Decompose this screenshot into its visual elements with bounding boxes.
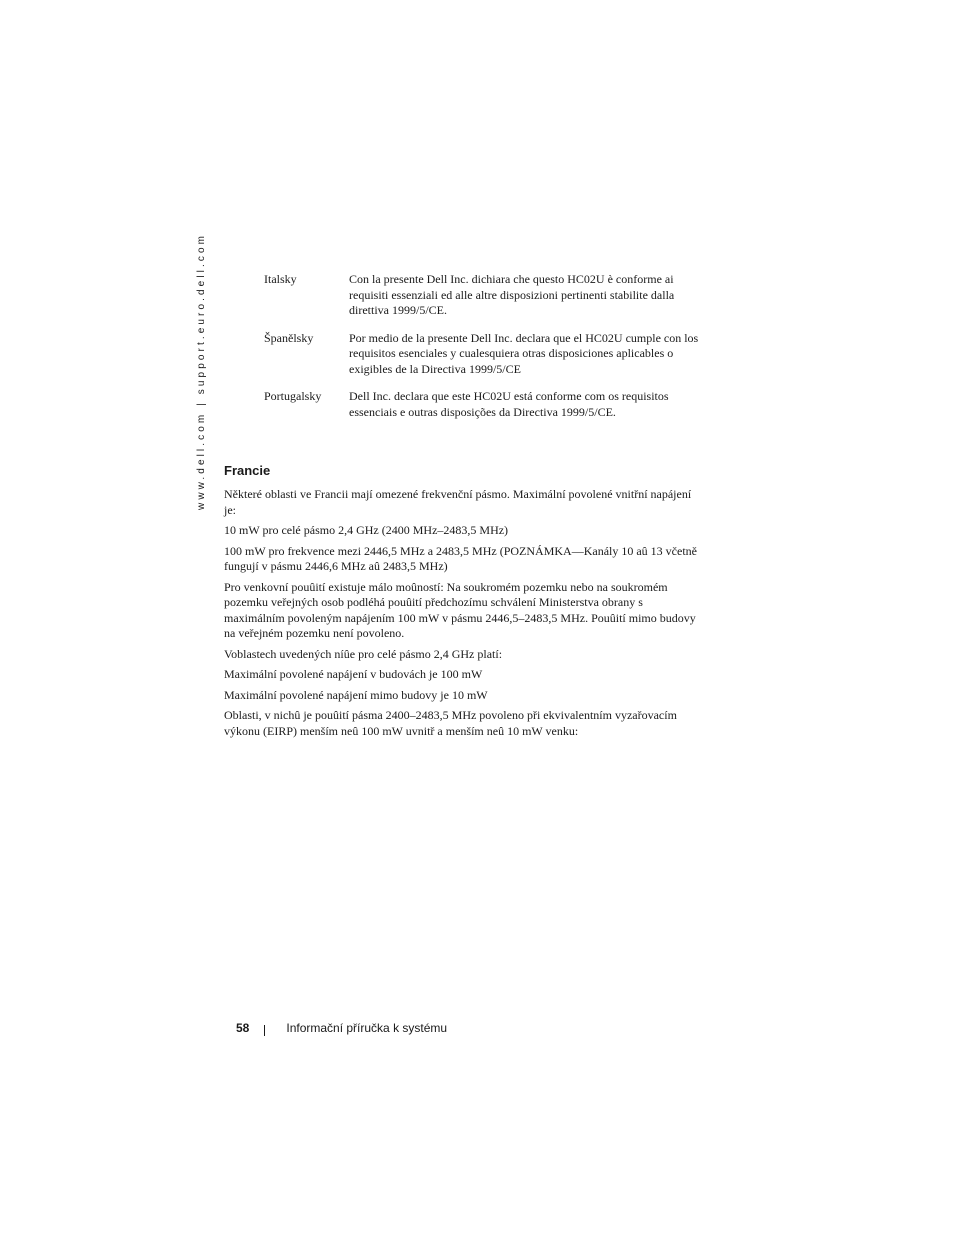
paragraph: Oblasti, v nichû je pouûití pásma 2400–2483,5 MHz povoleno při ekvivalentním vyzařovacím výkonu (EIRP) menším neû 100 mW uvnitř a menším neû 10 mW venku: xyxy=(224,708,677,738)
page-footer xyxy=(236,1020,447,1036)
side-url: www.dell.com | support.euro.dell.com xyxy=(196,232,207,510)
table-row xyxy=(264,331,704,390)
declaration-text: Con la presente Dell Inc. dichiara che questo HC02U è conforme ai requisiti essenziali ed alle altre disposizioni pertinenti stabilite dalla direttiva 1999/5/CE. xyxy=(349,272,675,317)
footer-title: Informační příručka k systému xyxy=(286,1021,448,1035)
paragraph: Maximální povolené napájení mimo budovy je 10 mW xyxy=(224,687,488,702)
declaration-table xyxy=(264,272,704,420)
paragraph: Pro venkovní pouûití existuje málo moûností: Na soukromém pozemku nebo na soukromém pozemku veřejných osob podléhá pouûití předchozímu schválení Ministerstva obrany s maximálním povoleným napájením 100 mW v pásmu 2446,5–2483,5 MHz. Pouûití mimo budovy na veřejném pozemku není povoleno. xyxy=(224,579,696,640)
language-name: Italsky xyxy=(264,272,297,286)
declaration-text: Dell Inc. declara que este HC02U está conforme com os requisitos essenciais e outras disposições da Directiva 1999/5/CE. xyxy=(349,389,669,419)
page-number: 58 xyxy=(236,1021,250,1035)
paragraph: Některé oblasti ve Francii mají omezené frekvenční pásmo. Maximální povolené vnitřní napájení je: xyxy=(224,487,692,517)
table-row xyxy=(264,389,704,420)
table-row xyxy=(264,272,704,331)
language-name: Španělsky xyxy=(264,330,314,345)
paragraph: 10 mW pro celé pásmo 2,4 GHz (2400 MHz–2483,5 MHz) xyxy=(224,523,509,537)
paragraph: Voblastech uvedených níûe pro celé pásmo 2,4 GHz platí: xyxy=(224,646,503,661)
declaration-text: Por medio de la presente Dell Inc. declara que el HC02U cumple con los requisitos esenciales y cualesquiera otras disposiciones aplicables o exigibles de la Directiva 1999/5/CE xyxy=(349,330,699,376)
paragraph: 100 mW pro frekvence mezi 2446,5 MHz a 2483,5 MHz (POZNÁMKA—Kanály 10 aû 13 včetně fungují v pásmu 2446,6 MHz aû 2483,5 MHz) xyxy=(224,543,697,573)
footer-divider xyxy=(264,1025,265,1036)
france-section xyxy=(224,463,699,744)
language-name: Portugalsky xyxy=(264,389,322,403)
paragraph: Maximální povolené napájení v budovách je 100 mW xyxy=(224,667,483,681)
section-heading: Francie xyxy=(224,463,271,478)
